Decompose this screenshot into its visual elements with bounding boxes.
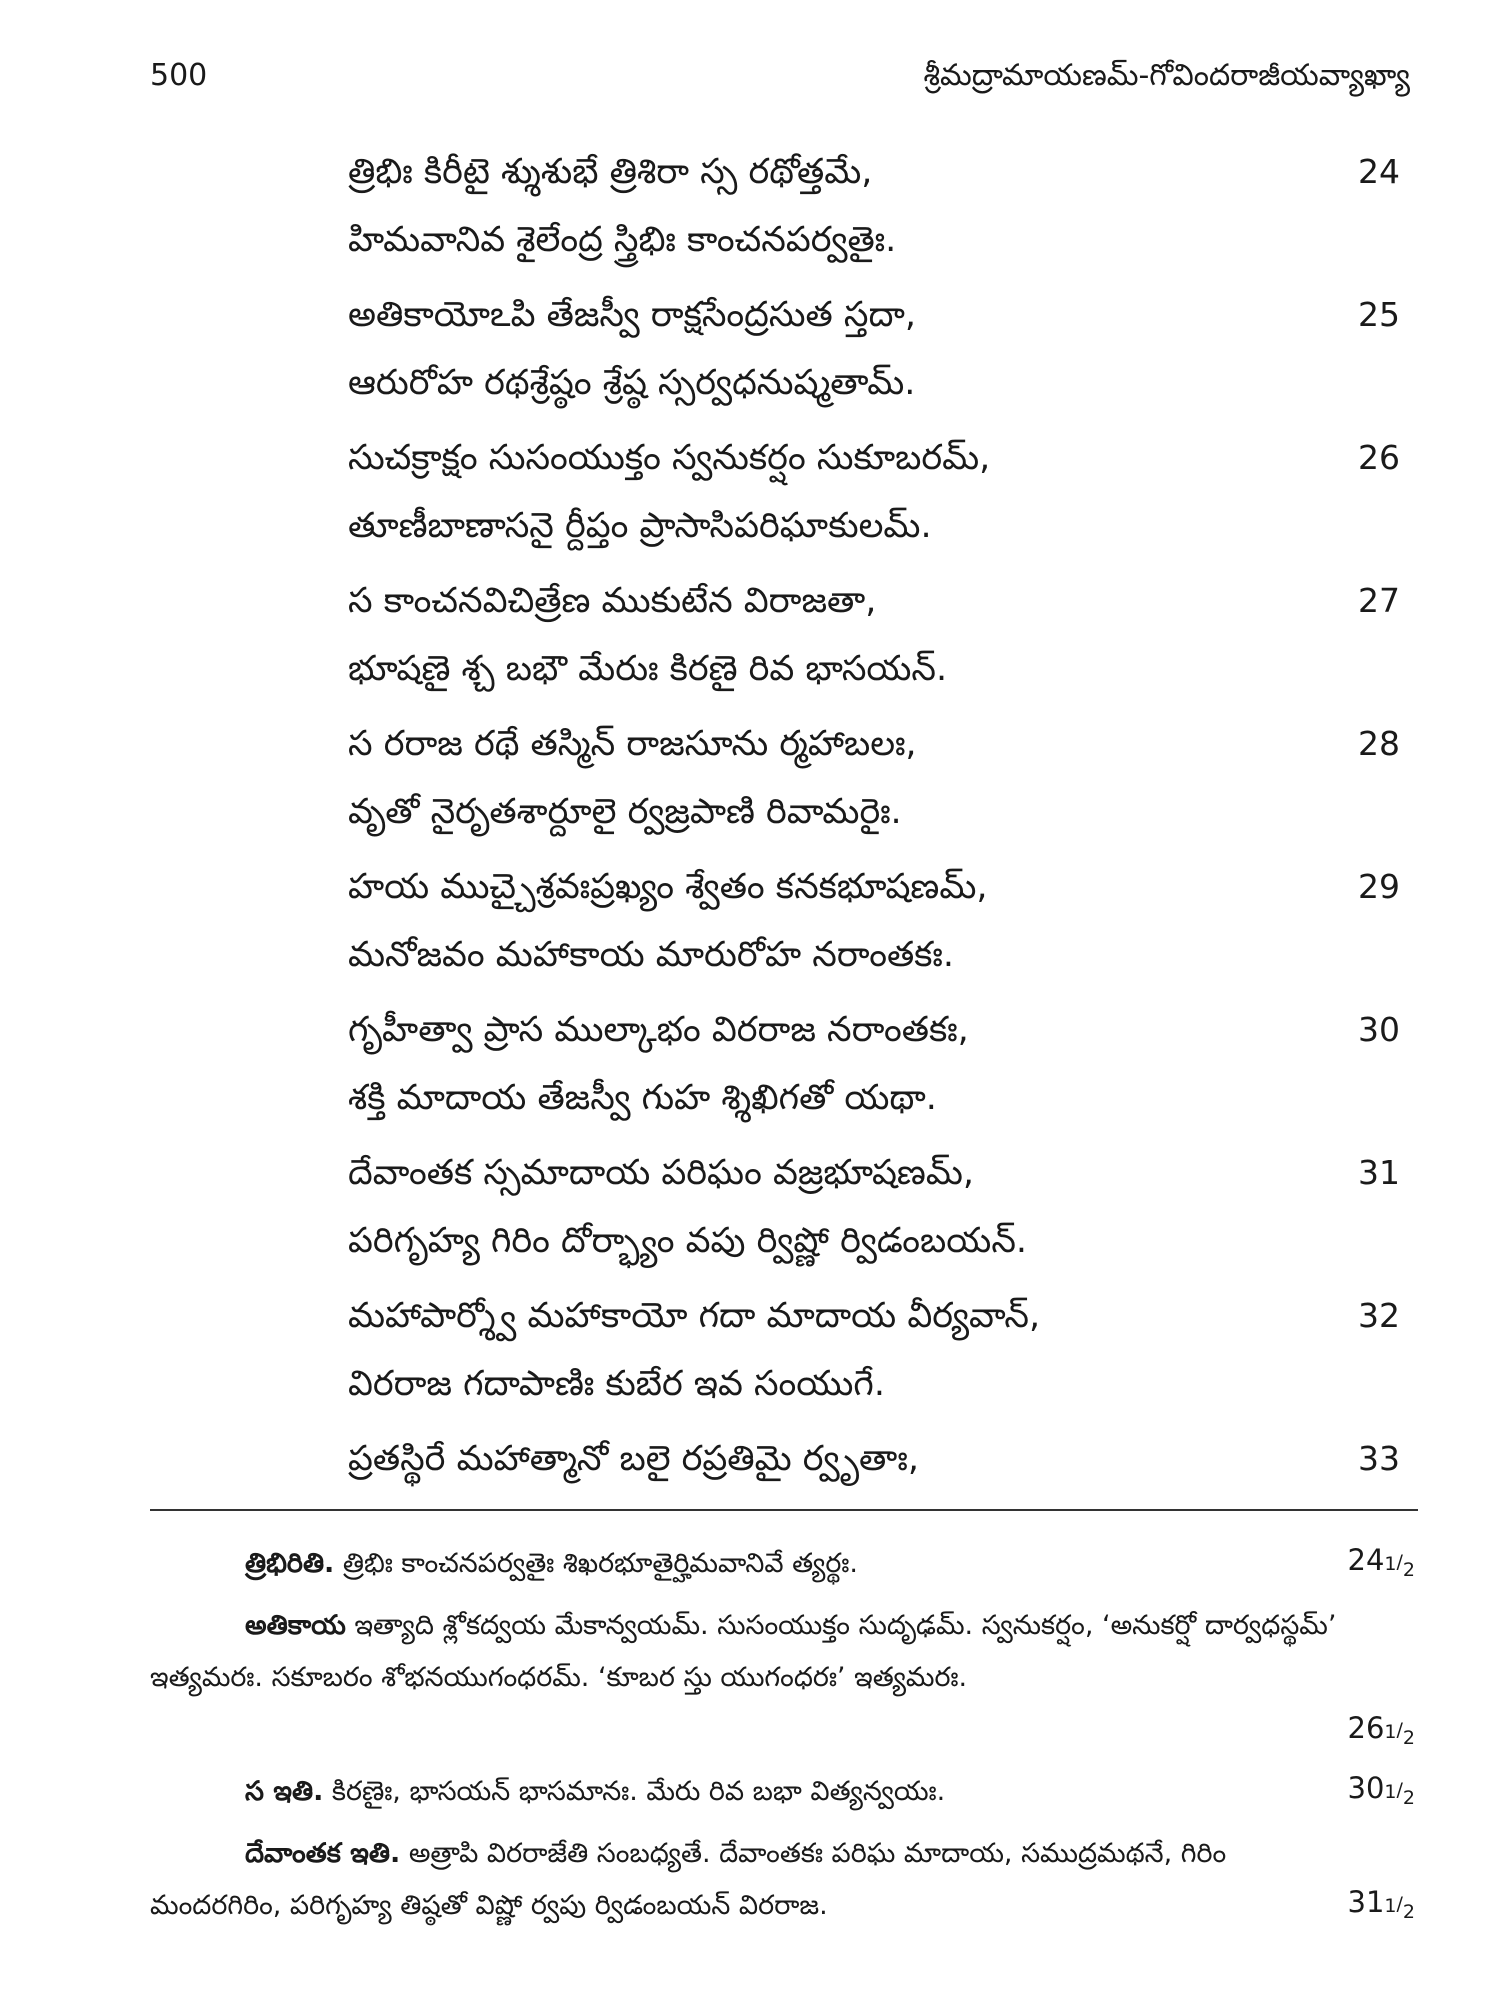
footnote-divider	[150, 1509, 1418, 1511]
verse-number: 29	[1358, 867, 1400, 906]
verse-line: విరరాజ గదాపాణిః కుబేర ఇవ సంయుగే.	[348, 1364, 885, 1404]
verse-line: వృతో నైరృతశార్దూలై ర్వజ్రపాణి రివామరైః.	[348, 792, 902, 832]
verse-number: 26	[1358, 438, 1400, 477]
ref-denominator: 2	[1402, 1787, 1415, 1809]
verse-reference	[1348, 1534, 1416, 1590]
verse-line: గృహీత్వా ప్రాస ముల్కాభం విరరాజ నరాంతకః,	[348, 1010, 969, 1050]
verse-number: 31	[1358, 1153, 1400, 1192]
ref-denominator: 2	[1402, 1727, 1415, 1749]
ref-whole: 26	[1347, 1711, 1385, 1745]
verse-25	[348, 281, 1400, 424]
verse-line: ప్రతస్థిరే మహాత్మానో బలై రప్రతిమై ర్వృతాః,	[348, 1439, 920, 1479]
verse-block	[348, 138, 1400, 1568]
verse-31	[348, 1139, 1400, 1282]
commentary-text	[150, 1828, 1415, 1932]
commentary-keyword: దేవాంతక ఇతి.	[245, 1838, 401, 1869]
verse-number: 27	[1358, 581, 1400, 620]
verse-line: పరిగృహ్య గిరిం దోర్భ్యాం వపు ర్విష్ణో ర్విడంబయన్.	[348, 1221, 1028, 1261]
commentary-text	[150, 1538, 1415, 1590]
verse-line: దేవాంతక స్సమాదాయ పరిఘం వజ్రభూషణమ్,	[348, 1153, 974, 1193]
verse-line: హిమవానివ శైలేంద్ర స్త్రిభిః కాంచనపర్వతైః.	[348, 220, 897, 260]
verse-line: త్రిభిః కిరీటై శ్శుశుభే త్రిశిరా స్స రథోత్తమే,	[348, 152, 873, 192]
verse-reference	[1348, 1762, 1416, 1818]
verse-29	[348, 853, 1400, 996]
page-number: 500	[150, 58, 208, 93]
commentary-block	[150, 1538, 1415, 1942]
ref-numerator: 1	[1384, 1721, 1397, 1743]
commentary-text	[150, 1766, 1415, 1818]
verse-line: శక్తి మాదాయ తేజస్వీ గుహ శ్శిఖిగతో యథా.	[348, 1078, 937, 1118]
ref-denominator: 2	[1402, 1901, 1415, 1923]
commentary-entry	[150, 1600, 1415, 1756]
verse-line: ఆరురోహ రథశ్రేష్ఠం శ్రేష్ఠ స్సర్వధనుష్మతామ్.	[348, 363, 916, 403]
ref-whole: 30	[1347, 1771, 1385, 1805]
verse-line: మనోజవం మహాకాయ మారురోహ నరాంతకః.	[348, 935, 954, 975]
verse-24	[348, 138, 1400, 281]
ref-whole: 24	[1347, 1543, 1385, 1577]
ref-numerator: 1	[1384, 1895, 1397, 1917]
ref-fraction: 1/2	[1384, 1551, 1415, 1581]
ref-whole: 31	[1347, 1885, 1385, 1919]
commentary-entry	[150, 1538, 1415, 1590]
verse-line: అతికాయోఽపి తేజస్వీ రాక్షసేంద్రసుత స్తదా,	[348, 295, 916, 335]
verse-number: 28	[1358, 724, 1400, 763]
ref-fraction: 1/2	[1384, 1719, 1415, 1749]
verse-reference	[150, 1704, 1415, 1756]
verse-number: 33	[1358, 1439, 1400, 1478]
verse-line: స రరాజ రథే తస్మిన్ రాజసూను ర్మహాబలః,	[348, 724, 917, 764]
commentary-entry	[150, 1828, 1415, 1932]
verse-27	[348, 567, 1400, 710]
verse-number: 32	[1358, 1296, 1400, 1335]
commentary-body: కిరణైః, భాసయన్ భాసమానః. మేరు రివ బభా విత్యన్వయః.	[323, 1776, 946, 1807]
verse-line: తూణీబాణాసనై ర్దీప్తం ప్రాసాసిపరిఘాకులమ్.	[348, 506, 932, 546]
verse-line: సుచక్రాక్షం సుసంయుక్తం స్వనుకర్షం సుకూబరమ్,	[348, 438, 991, 478]
commentary-body: అత్రాపి విరరాజేతి సంబధ్యతే. దేవాంతకః పరిఘ మాదాయ, సముద్రమథనే, గిరిం మందరగిరిం, పరిగృహ్య తిష్ఠతో విష్ణో ర్వపు ర్విడంబయన్ విరరాజ.	[150, 1838, 1227, 1921]
verse-line: మహాపార్శ్వో మహాకాయో గదా మాదాయ వీర్యవాన్,	[348, 1296, 1041, 1336]
commentary-keyword: త్రిభిరితి.	[245, 1548, 335, 1579]
verse-line: భూషణై శ్చ బభౌ మేరుః కిరణై రివ భాసయన్.	[348, 649, 948, 689]
verse-28	[348, 710, 1400, 853]
verse-26	[348, 424, 1400, 567]
commentary-keyword: అతికాయ	[245, 1610, 346, 1641]
commentary-keyword: స ఇతి.	[245, 1776, 324, 1807]
commentary-body: ఇత్యాది శ్లోకద్వయ మేకాన్వయమ్. సుసంయుక్తం సుదృఢమ్. స్వనుకర్షం, ‘అనుకర్షో దార్వధస్థమ్’ ఇత్యమరః. సకూబరం శోభనయుగంధరమ్. ‘కూబర స్తు యుగంధరః’ ఇత్యమరః.	[150, 1610, 1337, 1693]
ref-fraction: 1/2	[1384, 1893, 1415, 1923]
verse-reference	[1348, 1876, 1416, 1932]
running-title: శ్రీమద్రామాయణమ్-గోవిందరాజీయవ్యాఖ్యా	[923, 58, 1410, 93]
verse-number: 30	[1358, 1010, 1400, 1049]
ref-numerator: 1	[1384, 1781, 1397, 1803]
verse-line: హయ ముచ్చైశ్రవఃప్రఖ్యం శ్వేతం కనకభూషణమ్,	[348, 867, 988, 907]
ref-fraction: 1/2	[1384, 1779, 1415, 1809]
page-header	[150, 58, 1410, 108]
verse-number: 24	[1358, 152, 1400, 191]
commentary-text	[150, 1600, 1415, 1704]
commentary-entry	[150, 1766, 1415, 1818]
verse-32	[348, 1282, 1400, 1425]
verse-line: స కాంచనవిచిత్రేణ ముకుటేన విరాజతా,	[348, 581, 877, 621]
ref-numerator: 1	[1384, 1553, 1397, 1575]
verse-number: 25	[1358, 295, 1400, 334]
ref-denominator: 2	[1402, 1559, 1415, 1581]
commentary-body: త్రిభిః కాంచనపర్వతైః శిఖరభూతైర్హిమవానివే త్యర్థః.	[334, 1548, 858, 1579]
verse-30	[348, 996, 1400, 1139]
